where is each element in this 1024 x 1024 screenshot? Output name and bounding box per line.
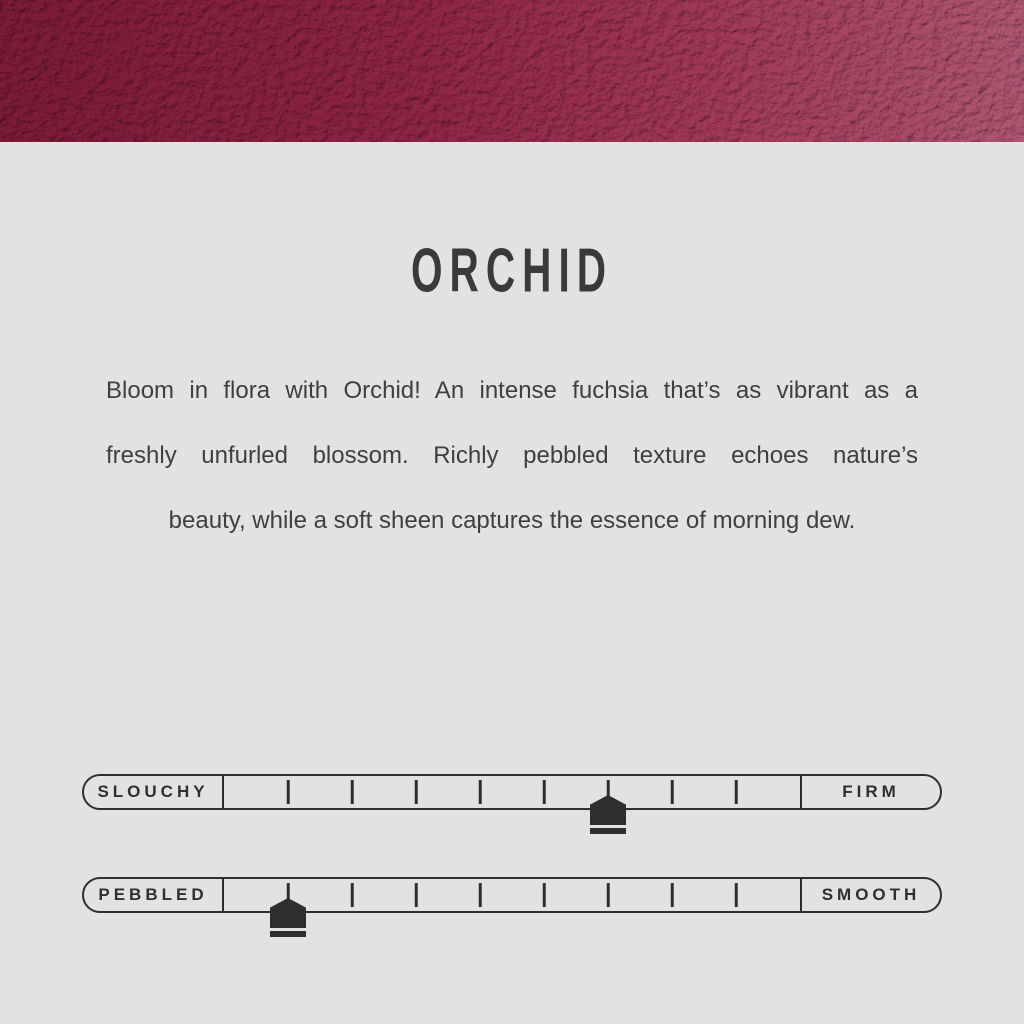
slider-right-label: SMOOTH (800, 879, 940, 911)
structure-slider (82, 774, 942, 810)
texture-slider (82, 877, 942, 913)
slider-tick (287, 780, 290, 804)
product-description (106, 358, 918, 553)
leather-texture-banner (0, 0, 1024, 142)
slider-tick (479, 780, 482, 804)
slider-tick (607, 883, 610, 907)
slider-track[interactable] (224, 879, 800, 911)
slider-tick (543, 883, 546, 907)
slider-marker-icon[interactable] (590, 795, 626, 834)
marker-base-bar (270, 931, 306, 937)
slider-marker-icon[interactable] (270, 898, 306, 937)
leather-texture-image (0, 0, 1024, 142)
description-line: beauty, while a soft sheen captures the essence of morning dew. (168, 507, 856, 534)
slider-tick (479, 883, 482, 907)
slider-tick (735, 780, 738, 804)
description-line: freshly unfurled blossom. Richly pebbled texture echoes nature’s (106, 442, 918, 469)
slider-tick (415, 883, 418, 907)
slider-tick (671, 780, 674, 804)
slider-right-label: FIRM (800, 776, 940, 808)
description-line: Bloom in flora with Orchid! An intense fuchsia that’s as vibrant as a (106, 377, 918, 404)
marker-nib-shape (270, 898, 306, 928)
slider-track[interactable] (224, 776, 800, 808)
slider-tick (351, 780, 354, 804)
slider-tick (351, 883, 354, 907)
slider-left-label: SLOUCHY (84, 776, 224, 808)
slider-left-label: PEBBLED (84, 879, 224, 911)
slider-tick (543, 780, 546, 804)
slider-tick (671, 883, 674, 907)
page-title: ORCHID (410, 236, 614, 306)
slider-tick (735, 883, 738, 907)
marker-nib-shape (590, 795, 626, 825)
marker-base-bar (590, 828, 626, 834)
slider-tick (415, 780, 418, 804)
